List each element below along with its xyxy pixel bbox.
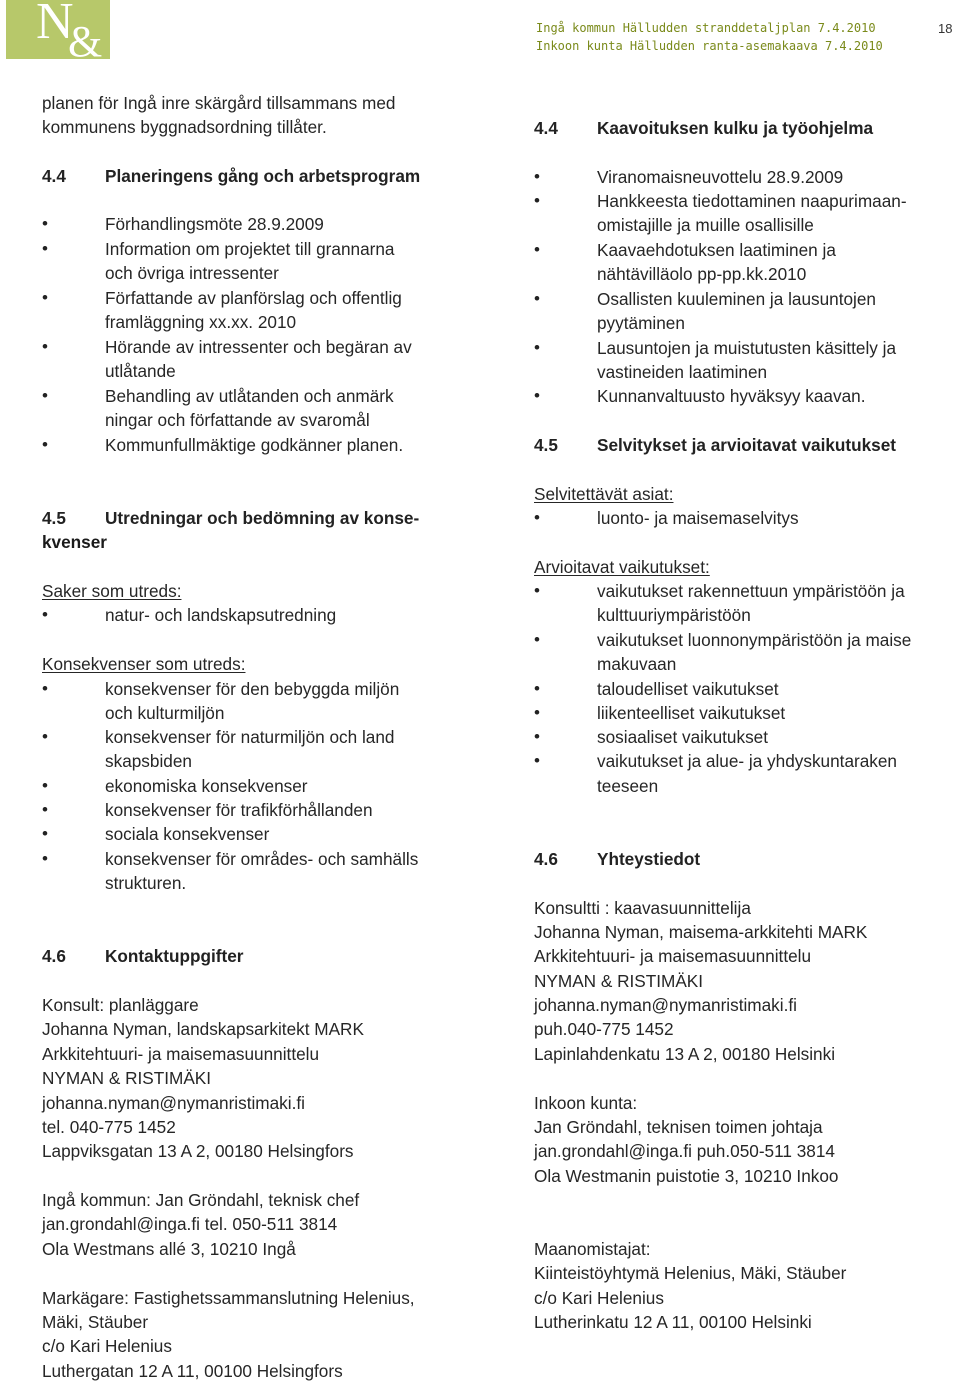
- section-title: Utredningar och bedömning av konse-: [105, 508, 420, 528]
- bullet: •: [534, 191, 540, 210]
- section-title: Planeringens gång och arbetsprogram: [105, 166, 421, 186]
- header-line-swedish: Ingå kommun Hälludden stranddetaljplan 7.4.2010: [536, 21, 876, 35]
- bullet: •: [534, 751, 540, 770]
- list-item-cont: vastineiden laatiminen: [597, 362, 768, 382]
- logo-text: N R: [36, 0, 143, 50]
- section-number: 4.4: [534, 118, 558, 138]
- list-item: sosiaaliset vaikutukset: [597, 727, 769, 747]
- bullet: •: [534, 167, 540, 186]
- list-item-cont: teeseen: [597, 776, 659, 796]
- bullet: •: [42, 727, 48, 746]
- list-item: Viranomaisneuvottelu 28.9.2009: [597, 167, 844, 187]
- contact-line: Markägare: Fastighetssammanslutning Helenius,: [42, 1288, 415, 1308]
- bullet: •: [42, 800, 48, 819]
- list-item-cont: och kulturmiljön: [105, 703, 225, 723]
- list-item-cont: utlåtande: [105, 361, 176, 381]
- company-logo: [6, 0, 143, 66]
- list-item-cont: makuvaan: [597, 654, 677, 674]
- list-item: ekonomiska konsekvenser: [105, 776, 308, 796]
- page-number: 18: [938, 21, 953, 36]
- list-item: Information om projektet till grannarna: [105, 239, 395, 259]
- contact-line: NYMAN & RISTIMÄKI: [534, 971, 704, 991]
- contact-line: c/o Kari Helenius: [534, 1288, 664, 1308]
- list-item: vaikutukset luonnonympäristöön ja maise: [597, 630, 912, 650]
- bullet: •: [534, 679, 540, 698]
- contact-line: NYMAN & RISTIMÄKI: [42, 1068, 212, 1088]
- list-item: konsekvenser för naturmiljön och land: [105, 727, 395, 747]
- contact-email[interactable]: jan.grondahl@inga.fi puh.050-511 3814: [534, 1141, 835, 1161]
- contact-line: Kiinteistöyhtymä Helenius, Mäki, Stäuber: [534, 1263, 847, 1283]
- list-item: Kommunfullmäktige godkänner planen.: [105, 435, 404, 455]
- subheading: Konsekvenser som utreds:: [42, 654, 246, 674]
- section-number: 4.4: [42, 166, 66, 186]
- bullet: •: [534, 240, 540, 259]
- contact-line: Lappviksgatan 13 A 2, 00180 Helsingfors: [42, 1141, 354, 1161]
- bullet: •: [534, 727, 540, 746]
- list-item-cont: pyytäminen: [597, 313, 685, 333]
- section-title-cont: kvenser: [42, 532, 107, 552]
- contact-email[interactable]: johanna.nyman@nymanristimaki.fi: [42, 1093, 305, 1113]
- bullet: •: [42, 605, 48, 624]
- bullet: •: [534, 703, 540, 722]
- list-item: Behandling av utlåtanden och anmärk: [105, 386, 394, 406]
- bullet: •: [42, 849, 48, 868]
- contact-line: tel. 040-775 1452: [42, 1117, 176, 1137]
- list-item-cont: omistajille ja muille osallisille: [597, 215, 814, 235]
- list-item: luonto- ja maisemaselvitys: [597, 508, 799, 528]
- contact-line: Arkkitehtuuri- ja maisemasuunnittelu: [42, 1044, 320, 1064]
- list-item: Hörande av intressenter och begäran av: [105, 337, 412, 357]
- bullet: •: [42, 776, 48, 795]
- bullet: •: [534, 630, 540, 649]
- list-item-cont: ningar och författande av svaromål: [105, 410, 370, 430]
- list-item: Osallisten kuuleminen ja lausuntojen: [597, 289, 876, 309]
- bullet: •: [42, 386, 48, 405]
- list-item: taloudelliset vaikutukset: [597, 679, 779, 699]
- contact-line: Ola Westmans allé 3, 10210 Ingå: [42, 1239, 296, 1259]
- list-item: Kunnanvaltuusto hyväksyy kaavan.: [597, 386, 866, 406]
- section-title: Kontaktuppgifter: [105, 946, 244, 966]
- contact-line: Maanomistajat:: [534, 1239, 651, 1259]
- list-item: Författande av planförslag och offentlig: [105, 288, 402, 308]
- contact-line: Jan Gröndahl, teknisen toimen johtaja: [534, 1117, 823, 1137]
- bullet: •: [42, 337, 48, 356]
- section-number: 4.5: [534, 435, 558, 455]
- list-item-cont: kulttuuriympäristöön: [597, 605, 751, 625]
- header-line-finnish: Inkoon kunta Hälludden ranta-asemakaava 7.4.2010: [536, 39, 883, 53]
- list-item: liikenteelliset vaikutukset: [597, 703, 786, 723]
- contact-line: c/o Kari Helenius: [42, 1336, 172, 1356]
- contact-line: Arkkitehtuuri- ja maisemasuunnittelu: [534, 946, 812, 966]
- list-item: vaikutukset rakennettuun ympäristöön ja: [597, 581, 905, 601]
- list-item: Kaavaehdotuksen laatiminen ja: [597, 240, 836, 260]
- list-item: Hankkeesta tiedottaminen naapurimaan-: [597, 191, 907, 211]
- list-item: konsekvenser för trafikförhållanden: [105, 800, 373, 820]
- contact-line: Ingå kommun: Jan Gröndahl, teknisk chef: [42, 1190, 360, 1210]
- section-title: Yhteystiedot: [597, 849, 701, 869]
- list-item-cont: och övriga intressenter: [105, 263, 279, 283]
- contact-line: Ola Westmanin puistotie 3, 10210 Inkoo: [534, 1166, 839, 1186]
- contact-line: Inkoon kunta:: [534, 1093, 638, 1113]
- section-number: 4.6: [534, 849, 558, 869]
- bullet: •: [42, 239, 48, 258]
- contact-line: Lapinlahdenkatu 13 A 2, 00180 Helsinki: [534, 1044, 836, 1064]
- section-number: 4.5: [42, 508, 66, 528]
- contact-email[interactable]: johanna.nyman@nymanristimaki.fi: [534, 995, 797, 1015]
- contact-line: Johanna Nyman, landskapsarkitekt MARK: [42, 1019, 364, 1039]
- contact-line: Konsultti : kaavasuunnittelija: [534, 898, 751, 918]
- section-title: Selvitykset ja arvioitavat vaikutukset: [597, 435, 897, 455]
- bullet: •: [42, 824, 48, 843]
- contact-line: Lutherinkatu 12 A 11, 00100 Helsinki: [534, 1312, 812, 1332]
- list-item-cont: framläggning xx.xx. 2010: [105, 312, 297, 332]
- bullet: •: [534, 386, 540, 405]
- list-item: vaikutukset ja alue- ja yhdyskuntaraken: [597, 751, 897, 771]
- contact-line: Luthergatan 12 A 11, 00100 Helsingfors: [42, 1361, 343, 1381]
- bullet: •: [42, 435, 48, 454]
- list-item: Förhandlingsmöte 28.9.2009: [105, 214, 324, 234]
- list-item: sociala konsekvenser: [105, 824, 270, 844]
- contact-line: Mäki, Stäuber: [42, 1312, 149, 1332]
- subheading: Selvitettävät asiat:: [534, 484, 674, 504]
- bullet: •: [42, 679, 48, 698]
- list-item: Lausuntojen ja muistutusten käsittely ja: [597, 338, 897, 358]
- list-item-cont: nähtävilläolo pp-pp.kk.2010: [597, 264, 807, 284]
- bullet: •: [42, 214, 48, 233]
- bullet: •: [534, 508, 540, 527]
- bullet: •: [534, 289, 540, 308]
- bullet: •: [534, 581, 540, 600]
- section-title: Kaavoituksen kulku ja työohjelma: [597, 118, 874, 138]
- list-item: konsekvenser för den bebyggda miljön: [105, 679, 400, 699]
- section-number: 4.6: [42, 946, 66, 966]
- intro-line: planen för Ingå inre skärgård tillsammans med: [42, 93, 396, 113]
- contact-line: Konsult: planläggare: [42, 995, 199, 1015]
- list-item: konsekvenser för områdes- och samhälls: [105, 849, 419, 869]
- contact-line: Johanna Nyman, maisema-arkkitehti MARK: [534, 922, 868, 942]
- bullet: •: [42, 288, 48, 307]
- subheading: Arvioitavat vaikutukset:: [534, 557, 710, 577]
- contact-line: puh.040-775 1452: [534, 1019, 674, 1039]
- intro-line: kommunens byggnadsordning tillåter.: [42, 117, 327, 137]
- contact-email[interactable]: jan.grondahl@inga.fi tel. 050-511 3814: [42, 1214, 338, 1234]
- list-item-cont: skapsbiden: [105, 751, 192, 771]
- list-item-cont: strukturen.: [105, 873, 187, 893]
- logo-ampersand: &: [68, 17, 103, 66]
- subheading: Saker som utreds:: [42, 581, 182, 601]
- list-item: natur- och landskapsutredning: [105, 605, 337, 625]
- bullet: •: [534, 338, 540, 357]
